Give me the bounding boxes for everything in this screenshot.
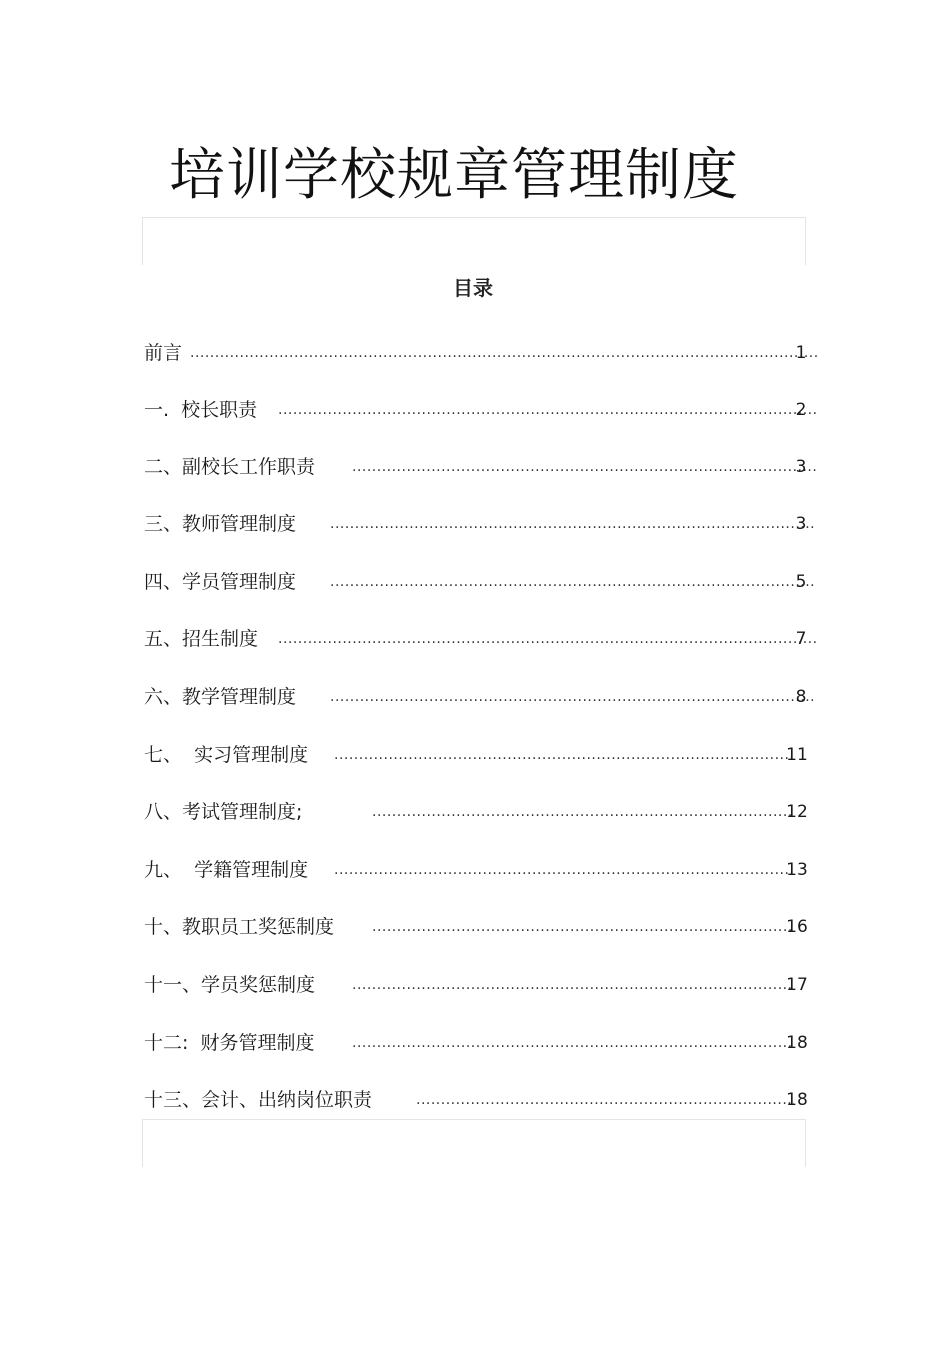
toc-entry[interactable]: [144, 970, 824, 1000]
toc-dot-leader: [352, 970, 794, 1000]
toc-dot-leader: [278, 395, 818, 425]
toc-dot-leader: [330, 682, 816, 712]
toc-dot-leader: [278, 624, 818, 654]
toc-dot-leader: [352, 1028, 794, 1058]
page-frame-bottom: [142, 1119, 806, 1167]
toc-entry[interactable]: [144, 912, 824, 942]
toc-heading: 目录: [453, 276, 493, 300]
toc-entry-label: 十三、会计、出纳岗位职责: [144, 1089, 373, 1111]
toc-page-number: 18: [786, 1033, 808, 1053]
toc-page-number: 17: [786, 975, 808, 995]
toc-dot-leader: [334, 855, 794, 885]
toc-entry[interactable]: [144, 395, 824, 425]
toc-entry-label: 三、教师管理制度: [144, 513, 297, 535]
toc-page-number: 3: [795, 457, 807, 477]
toc-entry[interactable]: [144, 682, 824, 712]
toc-page-number: 7: [795, 629, 807, 649]
toc-page-number: 11: [786, 745, 808, 765]
toc-entry[interactable]: [144, 855, 824, 885]
toc-entry-label: 十、教职员工奖惩制度: [144, 916, 335, 938]
toc-page-number: 2: [795, 400, 807, 420]
toc-entry-label: 九、 学籍管理制度: [144, 859, 309, 881]
toc-entry-label: 十二: 财务管理制度: [144, 1032, 315, 1054]
toc-entry-label: 前言: [144, 342, 183, 364]
toc-dot-leader: [330, 567, 816, 597]
toc-dot-leader: [372, 797, 794, 827]
toc-entry[interactable]: [144, 624, 824, 654]
toc-page-number: 1: [795, 343, 807, 363]
toc-entry[interactable]: [144, 338, 824, 368]
document-title: 培训学校规章管理制度: [169, 143, 739, 208]
toc-dot-leader: [416, 1085, 794, 1115]
toc-entry[interactable]: [144, 567, 824, 597]
toc-dot-leader: [352, 452, 816, 482]
toc-page-number: 13: [786, 860, 808, 880]
toc-entry[interactable]: [144, 509, 824, 539]
toc-entry-label: 十一、学员奖惩制度: [144, 974, 316, 996]
toc-entry-label: 二、副校长工作职责: [144, 456, 316, 478]
toc-page-number: 12: [786, 802, 808, 822]
toc-dot-leader: [190, 338, 820, 368]
toc-page-number: 5: [795, 572, 807, 592]
toc-dot-leader: [330, 509, 816, 539]
toc-entry-label: 一. 校长职责: [144, 399, 258, 421]
toc-entry[interactable]: [144, 1028, 824, 1058]
toc-dot-leader: [334, 740, 794, 770]
toc-page-number: 8: [795, 687, 807, 707]
toc-entry-label: 八、考试管理制度;: [144, 801, 303, 823]
toc-page-number: 3: [795, 514, 807, 534]
toc-entry[interactable]: [144, 452, 824, 482]
toc-page-number: 18: [786, 1090, 808, 1110]
toc-entry[interactable]: [144, 1085, 824, 1115]
toc-entry[interactable]: [144, 740, 824, 770]
toc-entry-label: 七、 实习管理制度: [144, 744, 309, 766]
toc-dot-leader: [372, 912, 794, 942]
toc-entry-label: 四、学员管理制度: [144, 571, 297, 593]
toc-page-number: 16: [786, 917, 808, 937]
toc-entry-label: 五、招生制度: [144, 628, 259, 650]
toc-entry-label: 六、教学管理制度: [144, 686, 297, 708]
toc-entry[interactable]: [144, 797, 824, 827]
